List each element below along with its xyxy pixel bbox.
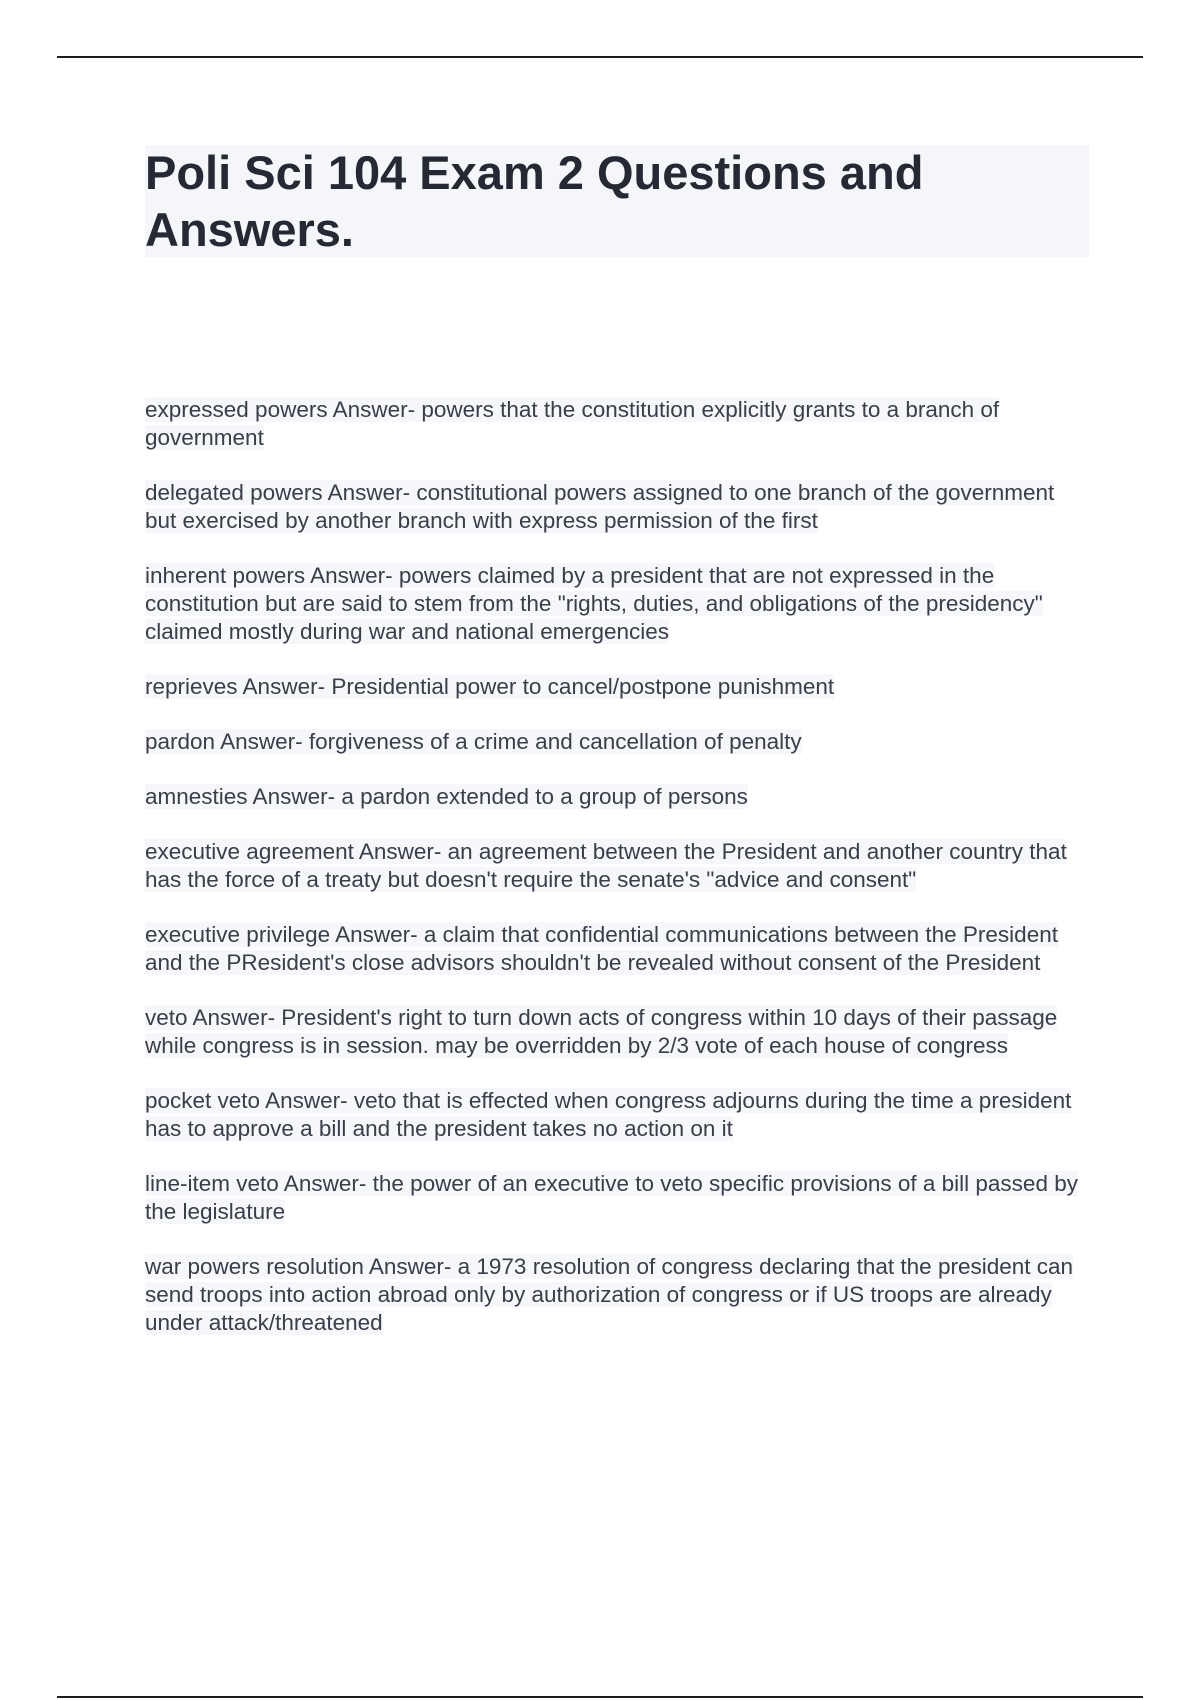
qa-text: line-item veto Answer- the power of an executive to veto specific provisions of a bill passed by the legislature — [145, 1171, 1078, 1224]
qa-text: inherent powers Answer- powers claimed by a president that are not expressed in the constitution but are said to stem from the "rights, duties, and obligations of the presidency" claimed mostly during war and national emergencies — [145, 563, 1043, 644]
qa-text: amnesties Answer- a pardon extended to a group of persons — [145, 784, 748, 809]
qa-text: executive privilege Answer- a claim that confidential communications between the President and the PResident's close advisors shouldn't be revealed without consent of the President — [145, 922, 1058, 975]
qa-item — [145, 838, 1089, 894]
qa-item — [145, 728, 1089, 756]
top-rule — [57, 56, 1143, 58]
qa-item — [145, 1170, 1089, 1226]
bottom-rule — [57, 1696, 1143, 1698]
qa-item — [145, 562, 1089, 646]
qa-text: reprieves Answer- Presidential power to cancel/postpone punishment — [145, 674, 835, 699]
qa-list — [145, 396, 1089, 1364]
qa-item — [145, 1087, 1089, 1143]
qa-text: expressed powers Answer- powers that the constitution explicitly grants to a branch of government — [145, 397, 1000, 450]
title-block — [145, 145, 1089, 257]
qa-item — [145, 1004, 1089, 1060]
document-title: Poli Sci 104 Exam 2 Questions and Answers. — [145, 146, 924, 256]
qa-text: pocket veto Answer- veto that is effected when congress adjourns during the time a president has to approve a bill and the president takes no action on it — [145, 1088, 1072, 1141]
qa-text: delegated powers Answer- constitutional powers assigned to one branch of the government but exercised by another branch with express permission of the first — [145, 480, 1055, 533]
qa-text: war powers resolution Answer- a 1973 resolution of congress declaring that the president can send troops into action abroad only by authorization of congress or if US troops are already under attack/threatened — [145, 1254, 1074, 1335]
qa-item — [145, 396, 1089, 452]
qa-text: veto Answer- President's right to turn down acts of congress within 10 days of their passage while congress is in session. may be overridden by 2/3 vote of each house of congress — [145, 1005, 1058, 1058]
qa-item — [145, 1253, 1089, 1337]
qa-text: executive agreement Answer- an agreement between the President and another country that has the force of a treaty but doesn't require the senate's "advice and consent" — [145, 839, 1067, 892]
qa-text: pardon Answer- forgiveness of a crime and cancellation of penalty — [145, 729, 802, 754]
qa-item — [145, 783, 1089, 811]
qa-item — [145, 921, 1089, 977]
qa-item — [145, 479, 1089, 535]
qa-item — [145, 673, 1089, 701]
